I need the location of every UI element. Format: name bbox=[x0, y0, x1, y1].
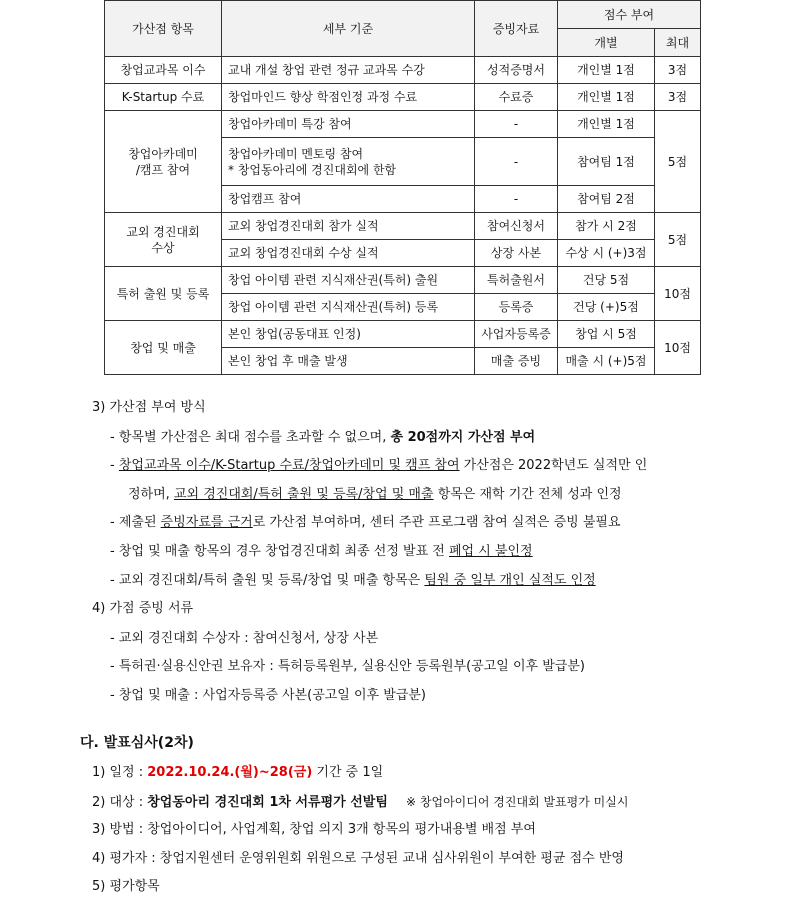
header-max: 최대 bbox=[655, 29, 701, 57]
table-cell-each: 참가 시 2점 bbox=[558, 213, 655, 240]
sec4-line-3: - 창업 및 매출 : 사업자등록증 사본(공고일 이후 발급분) bbox=[110, 688, 426, 703]
text: 항목은 재학 기간 전체 성과 인정 bbox=[433, 487, 622, 502]
sec3-line-3 bbox=[128, 485, 792, 505]
sec3-line-2 bbox=[110, 456, 792, 476]
text: 기간 중 1일 bbox=[312, 765, 384, 780]
text: - 항목별 가산점은 최대 점수를 초과할 수 없으며, bbox=[110, 430, 391, 445]
sec4-line-2: - 특허권·실용신안권 보유자 : 특허등록원부, 실용신안 등록원부(공고일 이후 발급분) bbox=[110, 659, 585, 674]
sec3-line-1 bbox=[110, 428, 792, 448]
target-note: ※ 창업아이디어 경진대회 발표평가 미실시 bbox=[406, 795, 629, 809]
table-cell-evidence: 등록증 bbox=[475, 294, 558, 321]
table-cell-each: 창업 시 5점 bbox=[558, 321, 655, 348]
text-underlined: 창업교과목 이수/K-Startup 수료/창업아카데미 및 캠프 참여 bbox=[118, 458, 460, 473]
header-item: 가산점 항목 bbox=[105, 1, 222, 57]
table-cell-criteria: 본인 창업 후 매출 발생 bbox=[222, 348, 475, 375]
table-cell-criteria: 교외 창업경진대회 참가 실적 bbox=[222, 213, 475, 240]
table-cell-criteria: 창업아카데미 특강 참여 bbox=[222, 111, 475, 138]
table-cell-each: 매출 시 (+)5점 bbox=[558, 348, 655, 375]
table-cell-each: 참여팀 2점 bbox=[558, 186, 655, 213]
table-cell-criteria: 창업캠프 참여 bbox=[222, 186, 475, 213]
table-cell-max: 3점 bbox=[655, 84, 701, 111]
table-cell-evidence: 매출 증빙 bbox=[475, 348, 558, 375]
table-cell-criteria: 교외 창업경진대회 수상 실적 bbox=[222, 240, 475, 267]
text: 가산점은 2022학년도 실적만 인 bbox=[459, 458, 648, 473]
table-cell-item: 창업 및 매출 bbox=[105, 321, 222, 375]
table-cell-evidence: 성적증명서 bbox=[475, 57, 558, 84]
text-underlined: 증빙자료를 근거 bbox=[160, 515, 253, 530]
table-cell-each: 개인별 1점 bbox=[558, 111, 655, 138]
sec4-line-1: - 교외 경진대회 수상자 : 참여신청서, 상장 사본 bbox=[110, 631, 379, 646]
secd-line-2 bbox=[92, 792, 792, 813]
secd-line-5: 5) 평가항목 bbox=[92, 879, 160, 894]
table-cell-evidence: - bbox=[475, 186, 558, 213]
table-cell-each: 수상 시 (+)3점 bbox=[558, 240, 655, 267]
text-underlined: 폐업 시 불인정 bbox=[448, 544, 533, 559]
text-underlined: 팀원 중 일부 개인 실적도 인정 bbox=[424, 573, 596, 588]
secd-line-1 bbox=[92, 763, 792, 783]
table-cell-criteria: 창업 아이템 관련 지식재산권(특허) 출원 bbox=[222, 267, 475, 294]
table-cell-item: 창업교과목 이수 bbox=[105, 57, 222, 84]
text: - 창업 및 매출 항목의 경우 창업경진대회 최종 선정 발표 전 bbox=[110, 544, 449, 559]
table-cell-criteria: 본인 창업(공동대표 인정) bbox=[222, 321, 475, 348]
table-cell-max: 5점 bbox=[655, 213, 701, 267]
text-bold: 총 20점까지 가산점 부여 bbox=[390, 430, 536, 445]
table-cell-max: 5점 bbox=[655, 111, 701, 213]
secd-line-3: 3) 방법 : 창업아이디어, 사업계획, 창업 의지 3개 항목의 평가내용별 배점 부여 bbox=[92, 822, 536, 837]
table-cell-criteria: 창업 아이템 관련 지식재산권(특허) 등록 bbox=[222, 294, 475, 321]
text: - 교외 경진대회/특허 출원 및 등록/창업 및 매출 항목은 bbox=[110, 573, 425, 588]
table-cell-criteria bbox=[222, 138, 475, 186]
criteria-note: * 창업동아리에 경진대회에 한함 bbox=[228, 162, 397, 177]
text: - 제출된 bbox=[110, 515, 161, 530]
table-cell-each: 건당 5점 bbox=[558, 267, 655, 294]
secd-line-4: 4) 평가자 : 창업지원센터 운영위원회 위원으로 구성된 교내 심사위원이 부여한 평균 점수 반영 bbox=[92, 851, 624, 866]
text: - bbox=[110, 458, 119, 473]
text: 1) 일정 : bbox=[92, 765, 148, 780]
criteria-text: 창업아카데미 멘토링 참여 bbox=[228, 146, 364, 161]
sec3-line-4 bbox=[110, 513, 792, 533]
target-text: 창업동아리 경진대회 1차 서류평가 선발팀 bbox=[147, 795, 388, 810]
table-cell-max: 10점 bbox=[655, 267, 701, 321]
sec3-line-6 bbox=[110, 571, 792, 591]
section-3-title: 3) 가산점 부여 방식 bbox=[92, 400, 206, 415]
table-cell-item: K-Startup 수료 bbox=[105, 84, 222, 111]
table-cell-evidence: 참여신청서 bbox=[475, 213, 558, 240]
table-cell-evidence: - bbox=[475, 138, 558, 186]
text: 정하며, bbox=[128, 487, 174, 502]
table-cell-each: 건당 (+)5점 bbox=[558, 294, 655, 321]
table-cell-criteria: 교내 개설 창업 관련 정규 교과목 수강 bbox=[222, 57, 475, 84]
header-score: 점수 부여 bbox=[558, 1, 701, 29]
table-cell-evidence: 사업자등록증 bbox=[475, 321, 558, 348]
table-cell-each: 개인별 1점 bbox=[558, 84, 655, 111]
text: 로 가산점 부여하며, 센터 주관 프로그램 참여 실적은 증빙 불필요 bbox=[252, 515, 621, 530]
header-each: 개별 bbox=[558, 29, 655, 57]
section-d-title: 다. 발표심사(2차) bbox=[80, 735, 194, 751]
table-cell-each: 참여팀 1점 bbox=[558, 138, 655, 186]
section-4-title: 4) 가점 증빙 서류 bbox=[92, 601, 194, 616]
table-cell-evidence: 상장 사본 bbox=[475, 240, 558, 267]
header-evidence: 증빙자료 bbox=[475, 1, 558, 57]
table-cell-criteria: 창업마인드 향상 학점인정 과정 수료 bbox=[222, 84, 475, 111]
text: 2) 대상 : bbox=[92, 795, 148, 810]
table-cell-max: 3점 bbox=[655, 57, 701, 84]
table-cell-item: 창업아카데미 /캠프 참여 bbox=[105, 111, 222, 213]
schedule-date: 2022.10.24.(월)~28(금) bbox=[147, 765, 313, 780]
table-cell-item: 교외 경진대회 수상 bbox=[105, 213, 222, 267]
text-underlined: 교외 경진대회/특허 출원 및 등록/창업 및 매출 bbox=[173, 487, 434, 502]
table-cell-max: 10점 bbox=[655, 321, 701, 375]
table-cell-evidence: 특허출원서 bbox=[475, 267, 558, 294]
table-cell-evidence: 수료증 bbox=[475, 84, 558, 111]
header-criteria: 세부 기준 bbox=[222, 1, 475, 57]
sec3-line-5 bbox=[110, 542, 792, 562]
bonus-score-table bbox=[104, 0, 701, 375]
table-cell-each: 개인별 1점 bbox=[558, 57, 655, 84]
table-cell-evidence: - bbox=[475, 111, 558, 138]
table-cell-item: 특허 출원 및 등록 bbox=[105, 267, 222, 321]
